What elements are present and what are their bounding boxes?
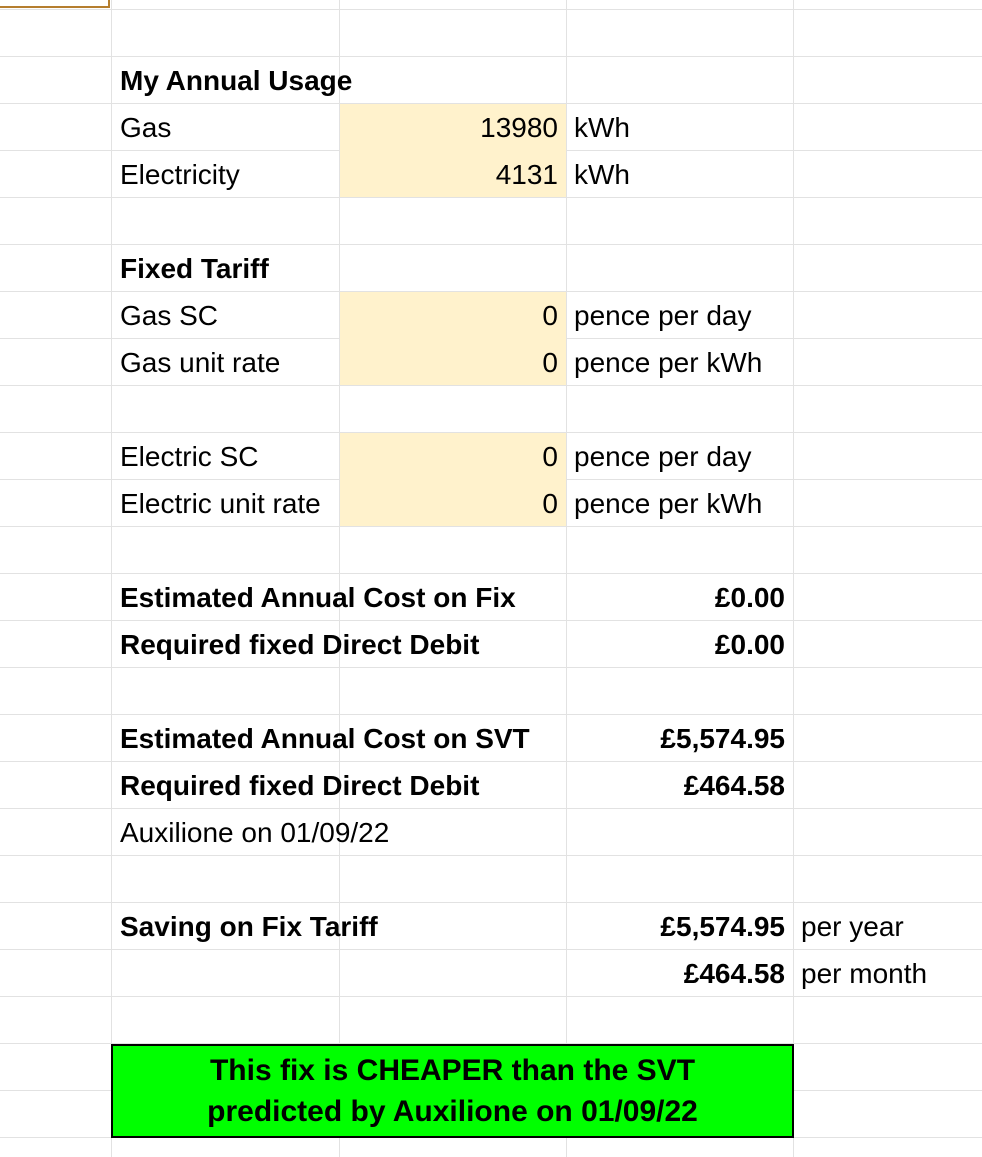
selected-cell-border[interactable] <box>0 0 110 8</box>
electric-unit-rate-cell[interactable]: 0 <box>542 488 558 519</box>
fixed-tariff-title: Fixed Tariff <box>120 253 269 284</box>
electricity-usage-cell[interactable]: 4131 <box>495 159 558 190</box>
verdict-text: This fix is CHEAPER than the SVT predicted by Auxilione on 01/09/22 <box>207 1054 698 1128</box>
grid-line <box>793 0 794 1157</box>
electric-sc-label: Electric SC <box>120 441 259 472</box>
usage-section-title: My Annual Usage <box>120 65 353 96</box>
saving-per-year-unit: per year <box>801 911 904 942</box>
gas-sc-label: Gas SC <box>120 300 219 331</box>
grid-line <box>0 9 982 10</box>
svt-direct-debit-value[interactable]: £464.58 <box>683 770 785 801</box>
gas-usage-unit: kWh <box>574 112 630 143</box>
fix-annual-cost-label: Estimated Annual Cost on Fix <box>120 582 516 613</box>
grid-line <box>111 0 112 1157</box>
electricity-usage-unit: kWh <box>574 159 630 190</box>
fix-direct-debit-value[interactable]: £0.00 <box>714 629 785 660</box>
saving-label: Saving on Fix Tariff <box>120 911 378 942</box>
svt-source-note: Auxilione on 01/09/22 <box>120 817 390 848</box>
gas-sc-unit: pence per day <box>574 300 752 331</box>
saving-per-month-unit: per month <box>801 958 928 989</box>
saving-per-year-value[interactable]: £5,574.95 <box>660 911 785 942</box>
electric-sc-unit: pence per day <box>574 441 752 472</box>
fix-direct-debit-label: Required fixed Direct Debit <box>120 629 480 660</box>
svt-direct-debit-label: Required fixed Direct Debit <box>120 770 480 801</box>
electricity-usage-label: Electricity <box>120 159 240 190</box>
electric-unit-rate-unit: pence per kWh <box>574 488 763 519</box>
gas-unit-rate-cell[interactable]: 0 <box>542 347 558 378</box>
svt-annual-cost-value[interactable]: £5,574.95 <box>660 723 785 754</box>
svt-annual-cost-label: Estimated Annual Cost on SVT <box>120 723 530 754</box>
saving-per-month-value[interactable]: £464.58 <box>683 958 785 989</box>
gas-usage-label: Gas <box>120 112 172 143</box>
gas-sc-cell[interactable]: 0 <box>542 300 558 331</box>
gas-unit-rate-unit: pence per kWh <box>574 347 763 378</box>
electric-unit-rate-label: Electric unit rate <box>120 488 321 519</box>
gas-unit-rate-label: Gas unit rate <box>120 347 281 378</box>
fix-annual-cost-value[interactable]: £0.00 <box>714 582 785 613</box>
electric-sc-cell[interactable]: 0 <box>542 441 558 472</box>
gas-usage-cell[interactable]: 13980 <box>480 112 558 143</box>
verdict-banner[interactable] <box>111 1044 794 1138</box>
